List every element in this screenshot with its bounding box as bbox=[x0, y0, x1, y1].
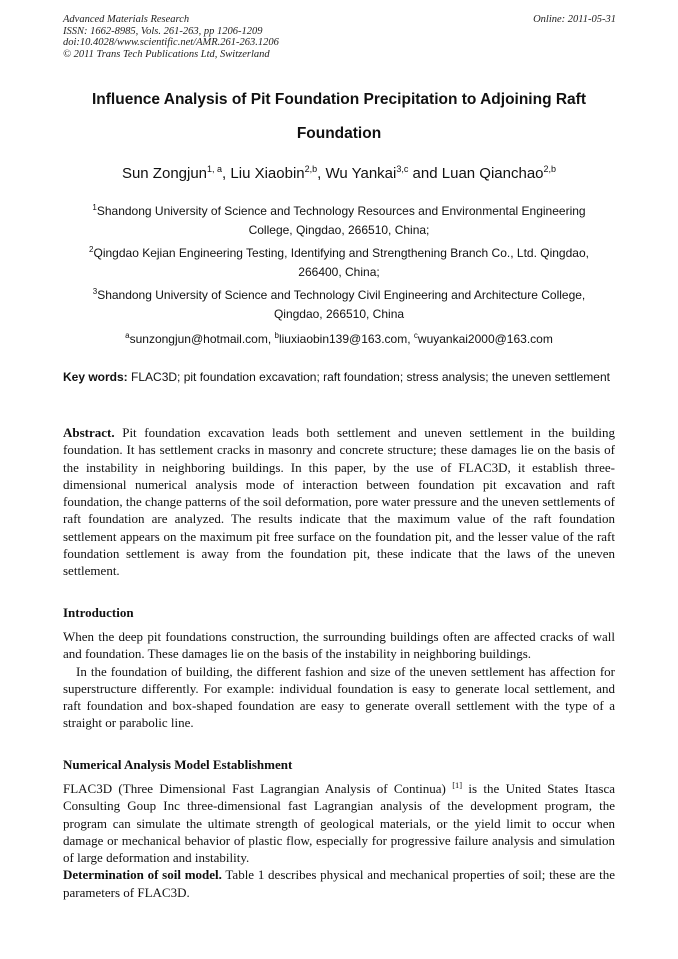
affiliation-line: College, Qingdao, 266510, China; bbox=[248, 223, 430, 237]
author-separator: and bbox=[408, 165, 442, 182]
email-address: liuxiaobin139@163.com, bbox=[278, 332, 414, 346]
introduction-paragraph: In the foundation of building, the different fashion and size of the uneven settlement has affection for superstructure differently. For example: individual foundation is easy to generate local settlement, and raft foundation and box-shaped foundation are easy to generate overall settlement with the type of a straight or parabolic line. bbox=[63, 663, 615, 731]
email-sup: a bbox=[125, 331, 130, 340]
online-date: Online: 2011-05-31 bbox=[533, 14, 616, 25]
email-line bbox=[63, 330, 615, 349]
numerical-body bbox=[63, 780, 615, 901]
author-separator: , bbox=[317, 165, 326, 182]
author-list bbox=[63, 164, 615, 184]
paper-title-line-1: Influence Analysis of Pit Foundation Precipitation to Adjoining Raft bbox=[92, 91, 586, 108]
author-separator: , bbox=[222, 165, 231, 182]
journal-name: Advanced Materials Research bbox=[63, 14, 190, 25]
keywords-label: Key words: bbox=[63, 370, 128, 384]
affiliation-number: 2 bbox=[89, 245, 94, 254]
author-name: Liu Xiaobin bbox=[230, 165, 305, 182]
abstract bbox=[63, 424, 615, 580]
abstract-label: Abstract. bbox=[63, 425, 115, 440]
affiliation-line: Qingdao Kejian Engineering Testing, Identifying and Strengthening Branch Co., Ltd. Qingdao, bbox=[93, 246, 589, 260]
email-address: sunzongjun@hotmail.com, bbox=[129, 332, 275, 346]
author-name: Sun Zongjun bbox=[121, 165, 208, 182]
journal-header bbox=[63, 14, 279, 60]
soil-model-label: Determination of soil model. bbox=[63, 867, 222, 883]
introduction-body bbox=[63, 628, 615, 732]
keywords-text: FLAC3D; pit foundation excavation; raft foundation; stress analysis; the uneven settlement bbox=[127, 370, 610, 384]
email-sup: b bbox=[274, 331, 279, 340]
author-affil-sup: 2,b bbox=[304, 164, 318, 174]
soil-model-paragraph bbox=[63, 866, 615, 901]
author-name: Luan Qianchao bbox=[441, 165, 544, 182]
keywords bbox=[63, 368, 615, 386]
affiliation-number: 1 bbox=[92, 203, 97, 212]
numerical-heading: Numerical Analysis Model Establishment bbox=[63, 757, 293, 772]
author-affil-sup: 3,c bbox=[396, 164, 409, 174]
affiliation-line: Qingdao, 266510, China bbox=[273, 307, 405, 321]
affiliation-2 bbox=[63, 244, 615, 282]
affiliation-line: Shandong University of Science and Technology Resources and Environmental Engineering bbox=[96, 204, 586, 218]
introduction-heading: Introduction bbox=[63, 605, 134, 620]
affiliation-line: Shandong University of Science and Technology Civil Engineering and Architecture College, bbox=[97, 288, 586, 302]
author-affil-sup: 2,b bbox=[543, 164, 557, 174]
doi-line: doi:10.4028/www.scientific.net/AMR.261-263.1206 bbox=[63, 37, 279, 48]
introduction-paragraph: When the deep pit foundations construction, the surrounding buildings often are affected cracks of wall and foundation. These damages lie on the basis of the instability in neighboring buildings. bbox=[63, 629, 615, 662]
affiliation-3 bbox=[63, 286, 615, 324]
soil-model-text: Table 1 describes physical and mechanical properties of soil; these are the parameters of FLAC3D. bbox=[63, 867, 616, 900]
affiliation-line: 266400, China; bbox=[298, 265, 380, 279]
numerical-text: is the United States Itasca Consulting Goup Inc three-dimensional fast Lagrangian analysis of the development program, the program can simulate the ultimate strength of geological materials, or the yield limit to occur when damage or mechanical behavior of plastic flow, especially for progressive failure analysis and simulation of large deformation and instability. bbox=[63, 781, 615, 866]
numerical-text: FLAC3D (Three Dimensional Fast Lagrangian Analysis of Continua) bbox=[63, 781, 453, 796]
issn-line: ISSN: 1662-8985, Vols. 261-263, pp 1206-1209 bbox=[63, 25, 263, 37]
email-address: wuyankai2000@163.com bbox=[417, 332, 553, 346]
affiliation-number: 3 bbox=[92, 287, 98, 296]
copyright-line: © 2011 Trans Tech Publications Ltd, Switzerland bbox=[63, 48, 270, 60]
affiliation-1 bbox=[63, 202, 615, 240]
email-sup: c bbox=[413, 331, 418, 340]
author-name: Wu Yankai bbox=[325, 165, 397, 182]
paper-title-line-2: Foundation bbox=[296, 125, 382, 142]
citation-ref: [1] bbox=[452, 780, 463, 790]
abstract-text: Pit foundation excavation leads both settlement and uneven settlement in the building foundation. It has settlement cracks in masonry and concrete structure; these damages lie on the basis of the instability in neighboring buildings. In this paper, by the use of FLAC3D, it establish three-dimensional numerical analysis mode of interaction between foundation pit excavation and raft foundation, the change patterns of the soil deformation, pore water pressure and the uneven settlements of raft foundation are analyzed. The results indicate that the maximum value of the raft foundation settlement appears on the maximum pit free surface on the foundation pit, and the lesser value of the raft foundation settlement is away from the foundation pit, these indicate that the laws of the uneven settlement. bbox=[63, 425, 615, 579]
author-affil-sup: 1, a bbox=[207, 164, 223, 174]
numerical-paragraph bbox=[63, 780, 615, 866]
